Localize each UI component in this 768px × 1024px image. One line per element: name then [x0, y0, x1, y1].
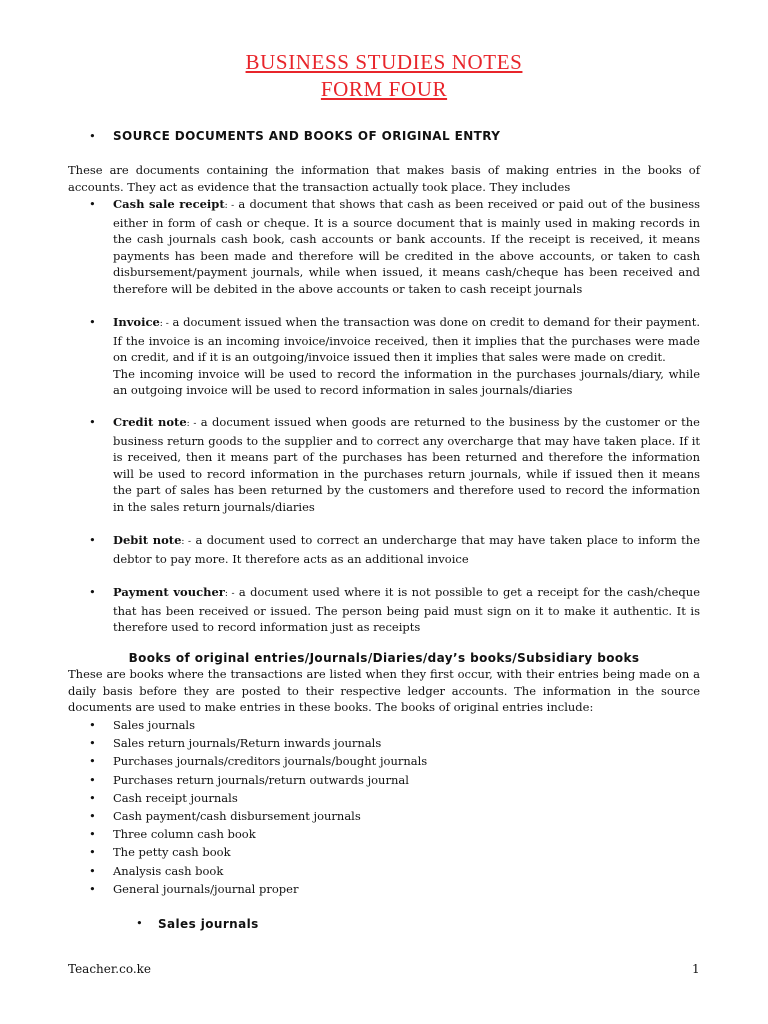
list-item: • Analysis cash book [89, 862, 427, 880]
page-number: 1 [692, 962, 700, 976]
doc-sep: : - [224, 589, 235, 599]
doc-item [113, 584, 700, 636]
doc-item [113, 532, 700, 567]
doc-text: a document issued when goods are returned to the business by the customer or the business return goods to the supplier and to correct any overcharge that may have taken place. If it is received, then it means part of the purchases has been returned and therefore the information will be used to record information in the purchases return journals, while if issued then it means the part of sales has been returned by the customers and therefore used to record the information in the sales return journals/diaries [113, 415, 700, 514]
title-line-1: BUSINESS STUDIES NOTES [245, 50, 523, 74]
bullet-icon: • [89, 197, 96, 211]
doc-term: Invoice [113, 315, 160, 329]
sub-heading: Sales journals [158, 917, 259, 931]
bullet-icon: • [89, 533, 96, 547]
doc-text-extra: The incoming invoice will be used to record the information in the purchases journals/diary, while an outgoing invoice will be used to record information in sales journals/diaries [113, 366, 700, 397]
list-item: • Sales return journals/Return inwards journals [89, 734, 427, 752]
list-item: • Sales journals [89, 716, 427, 734]
bullet-icon: • [89, 585, 96, 599]
list-item: • General journals/journal proper [89, 880, 427, 898]
doc-text: a document that shows that cash as been received or paid out of the business either in form of cash or cheque. It is a source document that is mainly used in making records in the cash journals cash book, cash accounts or bank accounts. If the receipt is received, it means payments has been made and therefore will be credited in the above accounts, or taken to cash disbursement/payment journals, while when issued, it means cash/cheque has been received and therefore will be debited in the above accounts or taken to cash receipt journals [113, 197, 701, 296]
books-heading: Books of original entries/Journals/Diaries/day’s books/Subsidiary books [128, 651, 640, 665]
list-item: • Three column cash book [89, 825, 427, 843]
books-intro: These are books where the transactions are listed when they first occur, with their entries being made on a daily basis before they are posted to their respective ledger accounts. The information in the source documents are used to make entries in these books. The books of original entries include: [68, 667, 700, 714]
doc-text: a document used to correct an undercharge that may have taken place to inform the debtor to pay more. It therefore acts as an additional invoice [113, 533, 701, 566]
intro-paragraph: These are documents containing the information that makes basis of making entries in the books of accounts. They act as evidence that the transaction actually took place. They includes [68, 163, 700, 194]
doc-text: a document used where it is not possible to get a receipt for the cash/cheque that has been received or issued. The person being paid must sign on it to make it authentic. It is therefore used to record information just as receipts [113, 585, 700, 634]
doc-sep: : - [181, 537, 192, 547]
doc-term: Cash sale receipt [113, 197, 225, 211]
doc-text: a document issued when the transaction was done on credit to demand for their payment. If the invoice is an incoming invoice/invoice received, then it implies that the purchases were made on credit, and if it is an outgoing/invoice issued then it implies that sales were made on credit. [113, 315, 700, 364]
doc-term: Payment voucher [113, 585, 225, 599]
bullet-icon: • [89, 315, 96, 329]
books-list [89, 716, 427, 898]
doc-term: Debit note [113, 533, 182, 547]
footer-source: Teacher.co.ke [68, 962, 152, 976]
doc-item [113, 414, 700, 515]
doc-sep: : - [159, 319, 169, 329]
title-line-2: FORM FOUR [320, 77, 448, 101]
list-item: • Cash payment/cash disbursement journals [89, 807, 427, 825]
list-item: • Cash receipt journals [89, 789, 427, 807]
bullet-icon: • [136, 916, 143, 930]
doc-item [113, 314, 700, 399]
doc-sep: : - [224, 201, 235, 211]
list-item: • Purchases journals/creditors journals/bought journals [89, 752, 427, 770]
doc-item [113, 196, 700, 297]
section-heading: SOURCE DOCUMENTS AND BOOKS OF ORIGINAL ENTRY [113, 129, 501, 143]
list-item: • The petty cash book [89, 843, 427, 861]
doc-term: Credit note [113, 415, 187, 429]
bullet-icon: • [89, 415, 96, 429]
doc-sep: : - [186, 419, 197, 429]
list-item: • Purchases return journals/return outwards journal [89, 771, 427, 789]
bullet-icon: • [89, 129, 96, 143]
